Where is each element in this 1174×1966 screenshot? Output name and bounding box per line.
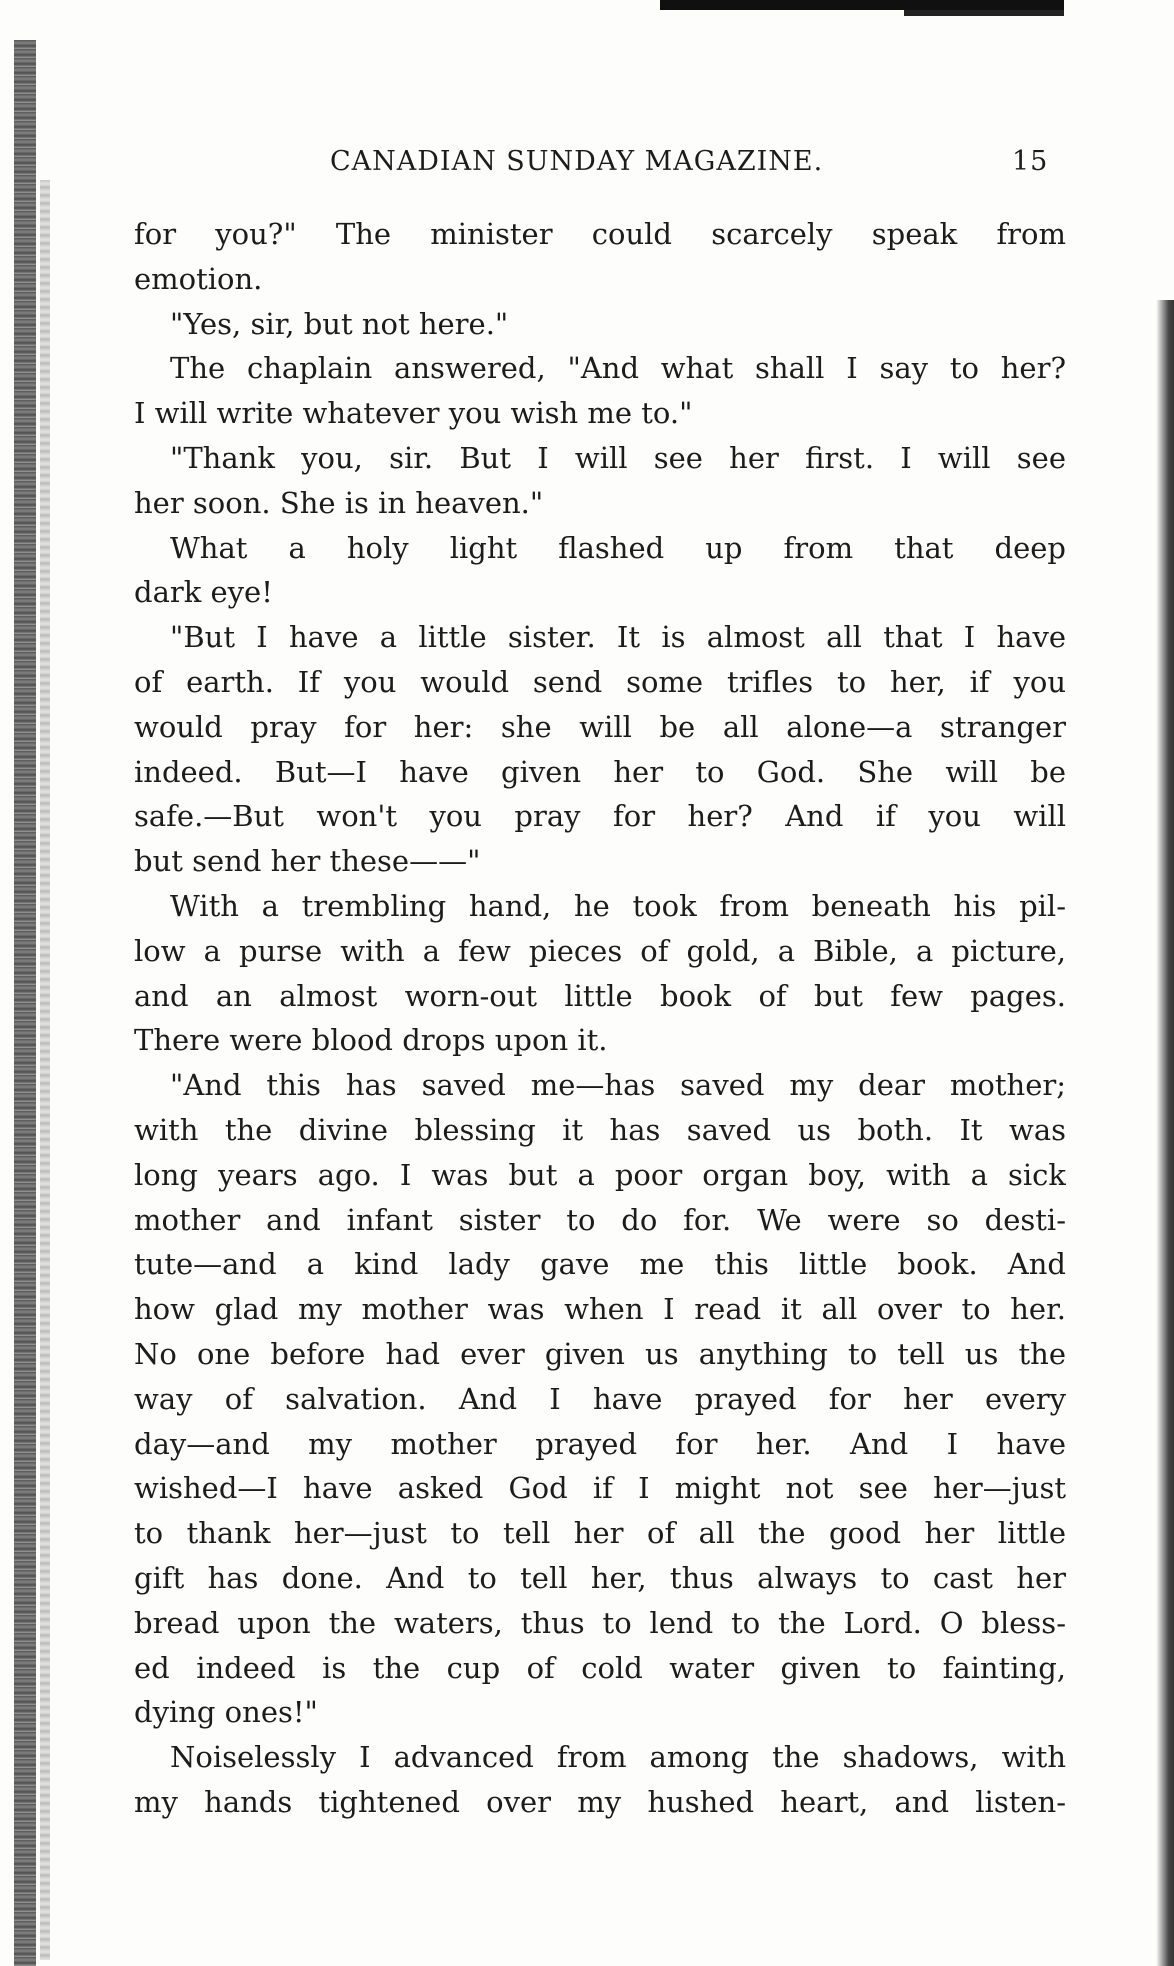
- text-line: would pray for her: she will be all alone—a stranger: [134, 709, 1066, 744]
- text-line: tute—and a kind lady gave me this little book. And: [134, 1247, 1066, 1282]
- text-line: of earth. If you would send some trifles to her, if you: [134, 664, 1066, 699]
- text-line: safe.—But won't you pray for her? And if you will: [134, 799, 1066, 834]
- text-line: to thank her—just to tell her of all the good her little: [134, 1516, 1066, 1551]
- text-line: bread upon the waters, thus to lend to the Lord. O bless-: [134, 1605, 1066, 1640]
- binding-edge: [14, 40, 36, 1966]
- binding-shadow: [40, 180, 50, 1960]
- running-header: [330, 146, 1049, 186]
- text-line: ed indeed is the cup of cold water given to fainting,: [134, 1650, 1066, 1685]
- text-line: "Yes, sir, but not here.": [170, 306, 509, 341]
- text-line: gift has done. And to tell her, thus always to cast her: [134, 1560, 1066, 1595]
- top-rule-bar-lower: [904, 10, 1064, 16]
- text-line: day—and my mother prayed for her. And I have: [134, 1426, 1066, 1461]
- page-edge-shadow: [1156, 300, 1174, 1966]
- text-line: "And this has saved me—has saved my dear mother;: [170, 1068, 1066, 1103]
- text-line: her soon. She is in heaven.": [134, 485, 544, 520]
- text-line: but send her these——": [134, 844, 481, 879]
- page-number: 15: [1012, 146, 1049, 177]
- text-line: With a trembling hand, he took from beneath his pil-: [170, 888, 1066, 923]
- top-rule: [660, 0, 1064, 16]
- text-line: I will write whatever you wish me to.": [134, 396, 693, 431]
- text-line: wished—I have asked God if I might not see her—just: [134, 1471, 1066, 1506]
- article-body: [134, 212, 1066, 1825]
- text-line: way of salvation. And I have prayed for her every: [134, 1381, 1066, 1416]
- text-line: indeed. But—I have given her to God. She will be: [134, 754, 1066, 789]
- text-line: Noiselessly I advanced from among the shadows, with: [170, 1740, 1066, 1775]
- text-line: "Thank you, sir. But I will see her first. I will see: [170, 440, 1066, 475]
- magazine-title: CANADIAN SUNDAY MAGAZINE.: [330, 146, 824, 177]
- text-line: emotion.: [134, 261, 263, 296]
- text-line: for you?" The minister could scarcely speak from: [134, 217, 1066, 251]
- text-line: dying ones!": [134, 1695, 318, 1730]
- text-line: dark eye!: [134, 575, 273, 610]
- text-line: What a holy light flashed up from that deep: [170, 530, 1066, 565]
- top-rule-bar: [660, 0, 1064, 10]
- text-line: No one before had ever given us anything to tell us the: [134, 1336, 1066, 1371]
- text-line: "But I have a little sister. It is almost all that I have: [170, 620, 1066, 655]
- text-line: with the divine blessing it has saved us both. It was: [134, 1112, 1066, 1147]
- text-line: long years ago. I was but a poor organ boy, with a sick: [134, 1157, 1066, 1192]
- text-line: The chaplain answered, "And what shall I say to her?: [170, 351, 1066, 386]
- text-line: mother and infant sister to do for. We were so desti-: [134, 1202, 1066, 1237]
- text-line: and an almost worn-out little book of but few pages.: [134, 978, 1066, 1013]
- text-line: There were blood drops upon it.: [134, 1023, 608, 1058]
- text-line: how glad my mother was when I read it all over to her.: [134, 1292, 1066, 1327]
- text-line: low a purse with a few pieces of gold, a Bible, a picture,: [134, 933, 1066, 968]
- text-line: my hands tightened over my hushed heart, and listen-: [134, 1784, 1066, 1819]
